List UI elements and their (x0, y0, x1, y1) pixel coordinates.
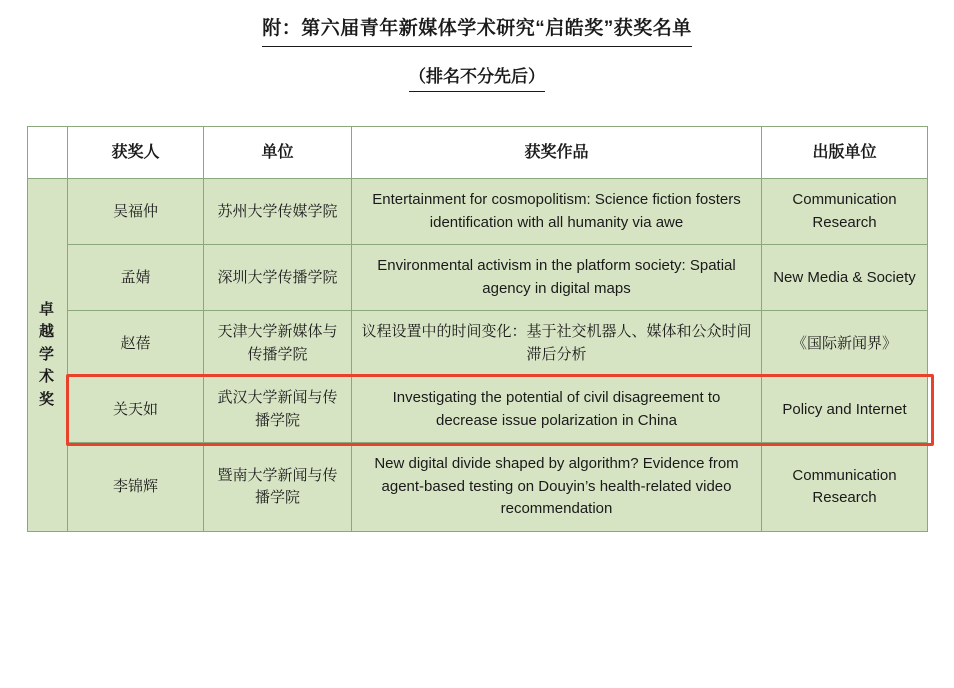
table-row (28, 179, 928, 245)
category-cell: 卓越学术奖 (28, 179, 68, 532)
table-row (28, 245, 928, 311)
winner-work: 议程设置中的时间变化：基于社交机器人、媒体和公众时间滞后分析 (352, 311, 762, 377)
header-winner: 获奖人 (68, 127, 204, 179)
winner-name: 孟婧 (68, 245, 204, 311)
header-work: 获奖作品 (352, 127, 762, 179)
header-unit: 单位 (204, 127, 352, 179)
header-publisher: 出版单位 (762, 127, 928, 179)
winner-unit: 武汉大学新闻与传播学院 (204, 377, 352, 443)
winner-name: 关天如 (68, 377, 204, 443)
winner-publisher: Policy and Internet (762, 377, 928, 443)
award-table-wrap (27, 126, 927, 532)
winner-unit: 深圳大学传播学院 (204, 245, 352, 311)
table-row-highlighted (28, 377, 928, 443)
header-category (28, 127, 68, 179)
title-block (0, 0, 954, 92)
page-subtitle: （排名不分先后） (409, 65, 545, 93)
winner-work: New digital divide shaped by algorithm? Evidence from agent-based testing on Douyin’s health-related video recommendation (352, 443, 762, 532)
winner-publisher: Communication Research (762, 179, 928, 245)
table-header-row (28, 127, 928, 179)
winner-name: 吴福仲 (68, 179, 204, 245)
award-table (27, 126, 928, 532)
winner-publisher: New Media & Society (762, 245, 928, 311)
table-row (28, 311, 928, 377)
winner-publisher: Communication Research (762, 443, 928, 532)
table-row (28, 443, 928, 532)
winner-name: 李锦辉 (68, 443, 204, 532)
winner-work: Environmental activism in the platform society: Spatial agency in digital maps (352, 245, 762, 311)
winner-name: 赵蓓 (68, 311, 204, 377)
winner-work: Entertainment for cosmopolitism: Science fiction fosters identification with all humanity via awe (352, 179, 762, 245)
page-title: 附：第六届青年新媒体学术研究“启皓奖”获奖名单 (262, 16, 692, 47)
winner-work: Investigating the potential of civil disagreement to decrease issue polarization in China (352, 377, 762, 443)
winner-unit: 天津大学新媒体与传播学院 (204, 311, 352, 377)
winner-unit: 暨南大学新闻与传播学院 (204, 443, 352, 532)
winner-publisher: 《国际新闻界》 (762, 311, 928, 377)
winner-unit: 苏州大学传媒学院 (204, 179, 352, 245)
